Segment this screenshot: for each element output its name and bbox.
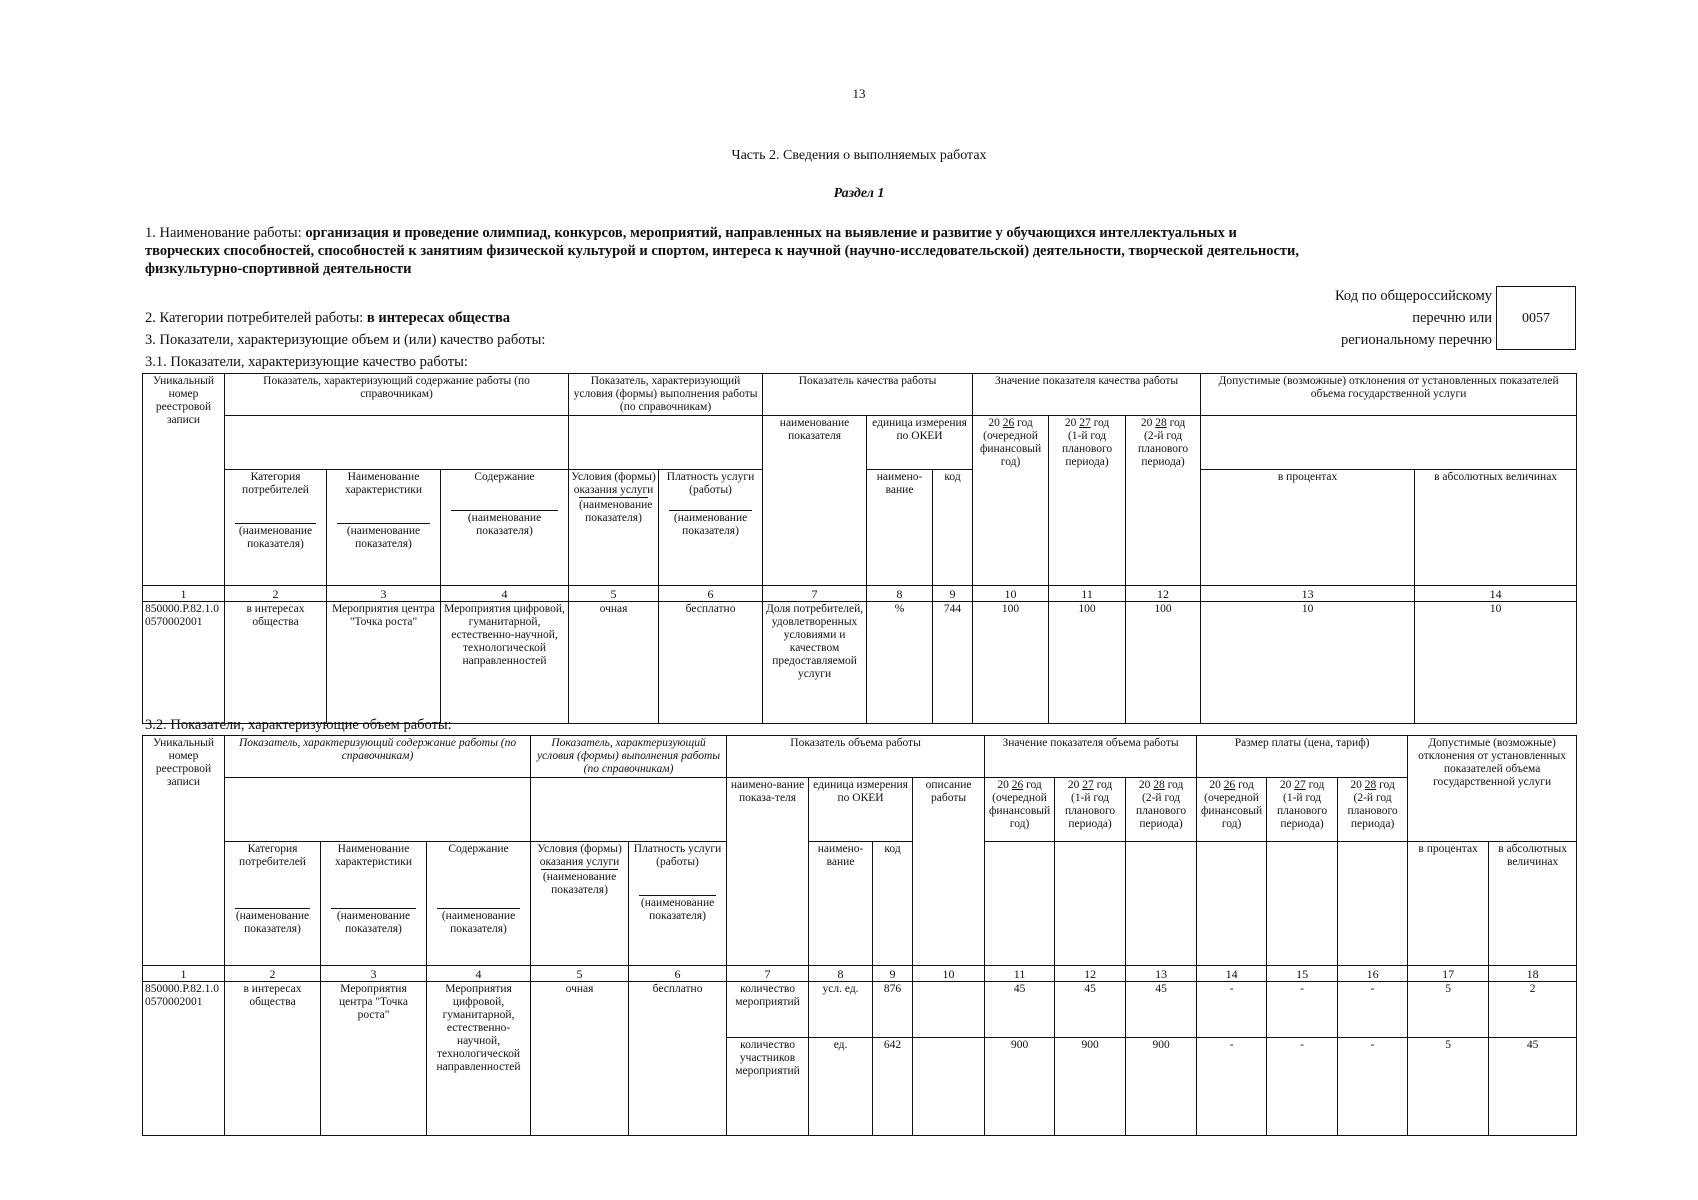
t2-cell-v1-1: 45 <box>985 982 1055 1038</box>
t2-num-12: 12 <box>1055 966 1126 982</box>
t2-cell-desc-1 <box>913 982 985 1038</box>
t1-num-12: 12 <box>1126 586 1201 602</box>
t2-h-value-y3: 20 28 год (2-й год планового периода) <box>1126 778 1197 842</box>
t2-num-7: 7 <box>727 966 809 982</box>
t2-cell-p1-2: - <box>1197 1038 1267 1136</box>
work-name <box>145 224 1305 278</box>
t1-h-pct: в процентах <box>1201 470 1415 586</box>
t1-num-4: 4 <box>441 586 569 602</box>
t2-cell-p2-2: - <box>1267 1038 1338 1136</box>
t2-h-conditions: Показатель, характеризующий условия (формы) выполнения работы (по справочникам) <box>531 736 727 778</box>
t2-cell-characteristic: Мероприятия центра "Точка роста" <box>321 982 427 1136</box>
code-label <box>1280 285 1492 351</box>
t2-h-value-y1: 20 26 год (очередной финансовый год) <box>985 778 1055 842</box>
t2-h-price-y1: 20 26 год (очередной финансовый год) <box>1197 778 1267 842</box>
t2-h-ind-name: наимено-вание показа-теля <box>727 778 809 966</box>
t2-cell-v1-2: 900 <box>985 1038 1055 1136</box>
t1-h-year2: 20 27 год (1-й год планового периода) <box>1049 416 1126 586</box>
t2-h-characteristic: Наименование характеристики (наименование показателя) <box>321 842 427 966</box>
t2-h-unit: единица измерения по ОКЕИ <box>809 778 913 842</box>
t2-cell-dev-abs-1: 2 <box>1489 982 1577 1038</box>
t2-cell-content: Мероприятия цифровой, гуманитарной, естественно-научной, технологической направленностей <box>427 982 531 1136</box>
t1-cell-content: Мероприятия цифровой, гуманитарной, естественно-научной, технологической направленностей <box>441 602 569 724</box>
t1-num-6: 6 <box>659 586 763 602</box>
t1-cell-v3: 100 <box>1126 602 1201 724</box>
t1-num-14: 14 <box>1415 586 1577 602</box>
t1-h-conditions: Показатель, характеризующий условия (формы) выполнения работы (по справочникам) <box>569 374 763 416</box>
t1-h-ind-name: наименование показателя <box>763 416 867 586</box>
t2-cell-v3-1: 45 <box>1126 982 1197 1038</box>
section-title: Раздел 1 <box>833 186 885 201</box>
t2-h-content-col: Содержание (наименование показателя) <box>427 842 531 966</box>
t2-h-abs: в абсолютных величинах <box>1489 842 1577 966</box>
t2-h-category: Категория потребителей (наименование показателя) <box>225 842 321 966</box>
t1-cell-v2: 100 <box>1049 602 1126 724</box>
t1-num-11: 11 <box>1049 586 1126 602</box>
t2-h-price-y2-spacer <box>1267 842 1338 966</box>
t2-cell-category: в интересах общества <box>225 982 321 1136</box>
volume-table <box>142 735 1577 1136</box>
t2-h-price-y3-spacer <box>1338 842 1408 966</box>
t1-h-value: Значение показателя качества работы <box>973 374 1201 416</box>
t2-cell-unit-name-2: ед. <box>809 1038 873 1136</box>
t1-h-content-spacer <box>225 416 569 470</box>
t1-num-3: 3 <box>327 586 441 602</box>
t2-cell-dev-pct-1: 5 <box>1408 982 1489 1038</box>
consumers-line <box>145 309 510 327</box>
t2-num-2: 2 <box>225 966 321 982</box>
t1-h-quality: Показатель качества работы <box>763 374 973 416</box>
t2-h-price-y2: 20 27 год (1-й год планового периода) <box>1267 778 1338 842</box>
t2-h-conditions-spacer <box>531 778 727 842</box>
t2-cell-dev-abs-2: 45 <box>1489 1038 1577 1136</box>
t2-num-8: 8 <box>809 966 873 982</box>
table-row <box>143 602 1577 724</box>
t1-num-5: 5 <box>569 586 659 602</box>
t1-h-year3: 20 28 год (2-й год планового периода) <box>1126 416 1201 586</box>
t2-cell-desc-2 <box>913 1038 985 1136</box>
t2-cell-unit-code-2: 642 <box>873 1038 913 1136</box>
t2-cell-p3-2: - <box>1338 1038 1408 1136</box>
t1-h-abs: в абсолютных величинах <box>1415 470 1577 586</box>
t1-cell-id: 850000.Р.82.1.00570002001 <box>143 602 225 724</box>
code-label-line1: Код по общероссийскому <box>1334 288 1492 304</box>
t2-cell-indicator-1: количество мероприятий <box>727 982 809 1038</box>
t2-cell-unit-code-1: 876 <box>873 982 913 1038</box>
t2-num-5: 5 <box>531 966 629 982</box>
t2-num-9: 9 <box>873 966 913 982</box>
t2-num-11: 11 <box>985 966 1055 982</box>
t2-cell-payment: бесплатно <box>629 982 727 1136</box>
indicators-title: 3. Показатели, характеризующие объем и (или) качество работы: <box>145 332 546 348</box>
t1-h-unique: Уникальный номер реестровой записи <box>143 374 225 586</box>
t1-h-unit-name: наимено-вание <box>867 470 933 586</box>
t2-cell-dev-pct-2: 5 <box>1408 1038 1489 1136</box>
t2-cell-v2-1: 45 <box>1055 982 1126 1038</box>
t2-h-unit-code: код <box>873 842 913 966</box>
t2-h-volume: Показатель объема работы <box>727 736 985 778</box>
t2-num-18: 18 <box>1489 966 1577 982</box>
t2-cell-v3-2: 900 <box>1126 1038 1197 1136</box>
t1-h-deviation: Допустимые (возможные) отклонения от установленных показателей объема государственной услуги <box>1201 374 1577 416</box>
t1-cell-dev-abs: 10 <box>1415 602 1577 724</box>
t1-cell-characteristic: Мероприятия центра "Точка роста" <box>327 602 441 724</box>
t2-h-value-y2-spacer <box>1055 842 1126 966</box>
t1-cell-unit-name: % <box>867 602 933 724</box>
t1-cell-indicator: Доля потребителей, удовлетворенных условиями и качеством предоставляемой услуги <box>763 602 867 724</box>
part-title: Часть 2. Сведения о выполняемых работах <box>731 148 987 163</box>
quality-table <box>142 373 1577 724</box>
t1-h-deviation-spacer <box>1201 416 1577 470</box>
t2-h-pct: в процентах <box>1408 842 1489 966</box>
consumers-label: 2. Категории потребителей работы: <box>145 310 367 326</box>
t1-h-content-col: Содержание (наименование показателя) <box>441 470 569 586</box>
table-row <box>143 982 1577 1038</box>
t1-h-payment: Платность услуги (работы) (наименование показателя) <box>659 470 763 586</box>
code-box: 0057 <box>1496 286 1576 350</box>
t1-num-2: 2 <box>225 586 327 602</box>
t2-h-value-y1-spacer <box>985 842 1055 966</box>
t2-h-price-y3: 20 28 год (2-й год планового периода) <box>1338 778 1408 842</box>
t1-h-conditions-spacer <box>569 416 763 470</box>
t1-cell-unit-code: 744 <box>933 602 973 724</box>
t2-h-payment: Платность услуги (работы) (наименование показателя) <box>629 842 727 966</box>
t2-num-1: 1 <box>143 966 225 982</box>
t1-num-8: 8 <box>867 586 933 602</box>
code-label-line3: региональному перечню <box>1340 332 1492 348</box>
t1-h-year1: 20 26 год (очередной финансовый год) <box>973 416 1049 586</box>
t2-h-deviation: Допустимые (возможные) отклонения от установленных показателей объема государственной услуги <box>1408 736 1577 842</box>
t2-num-15: 15 <box>1267 966 1338 982</box>
work-name-label: 1. Наименование работы: <box>145 225 306 241</box>
t2-cell-v2-2: 900 <box>1055 1038 1126 1136</box>
t2-h-value-y2: 20 27 год (1-й год планового периода) <box>1055 778 1126 842</box>
t2-h-value-y3-spacer <box>1126 842 1197 966</box>
t1-cell-v1: 100 <box>973 602 1049 724</box>
t2-cell-indicator-2: количество участников мероприятий <box>727 1038 809 1136</box>
work-name-value: организация и проведение олимпиад, конкурсов, мероприятий, направленных на выявление и развитие у обучающихся интеллектуальных и творческих способностей, способностей к занятиям физической культурой и спортом, интереса к научной (научно-исследовательской) деятельности, творческой деятельности, физкультурно-спортивной деятельности <box>145 225 1299 277</box>
t1-cell-payment: бесплатно <box>659 602 763 724</box>
t2-num-16: 16 <box>1338 966 1408 982</box>
consumers-value: в интересах общества <box>366 310 511 326</box>
t2-cell-unit-name-1: усл. ед. <box>809 982 873 1038</box>
t2-h-conditions-col: Условия (формы) оказания услуги (наименование показателя) <box>531 842 629 966</box>
t1-h-content: Показатель, характеризующий содержание работы (по справочникам) <box>225 374 569 416</box>
t1-cell-dev-pct: 10 <box>1201 602 1415 724</box>
t1-h-category: Категория потребителей (наименование показателя) <box>225 470 327 586</box>
t2-h-value: Значение показателя объема работы <box>985 736 1197 778</box>
t2-num-6: 6 <box>629 966 727 982</box>
t2-num-14: 14 <box>1197 966 1267 982</box>
t1-num-10: 10 <box>973 586 1049 602</box>
t2-num-13: 13 <box>1126 966 1197 982</box>
t2-h-content-spacer <box>225 778 531 842</box>
t2-num-3: 3 <box>321 966 427 982</box>
t1-num-9: 9 <box>933 586 973 602</box>
t2-h-price-y1-spacer <box>1197 842 1267 966</box>
t2-cell-id: 850000.Р.82.1.00570002001 <box>143 982 225 1136</box>
t1-num-1: 1 <box>143 586 225 602</box>
t1-cell-conditions: очная <box>569 602 659 724</box>
t2-num-17: 17 <box>1408 966 1489 982</box>
t1-num-7: 7 <box>763 586 867 602</box>
t2-h-price: Размер платы (цена, тариф) <box>1197 736 1408 778</box>
code-label-line2: перечню или <box>1412 310 1492 326</box>
volume-title: 3.2. Показатели, характеризующие объем работы: <box>145 717 452 733</box>
t2-h-desc: описание работы <box>913 778 985 966</box>
t2-h-unit-name: наимено-вание <box>809 842 873 966</box>
t2-cell-p1-1: - <box>1197 982 1267 1038</box>
t2-cell-p2-1: - <box>1267 982 1338 1038</box>
t2-num-10: 10 <box>913 966 985 982</box>
t2-num-4: 4 <box>427 966 531 982</box>
t1-h-characteristic: Наименование характеристики (наименование показателя) <box>327 470 441 586</box>
t1-h-unit-code: код <box>933 470 973 586</box>
page-number: 13 <box>852 86 866 101</box>
t1-cell-category: в интересах общества <box>225 602 327 724</box>
t1-h-unit: единица измерения по ОКЕИ <box>867 416 973 470</box>
t2-h-unique: Уникальный номер реестровой записи <box>143 736 225 966</box>
t2-cell-p3-1: - <box>1338 982 1408 1038</box>
t1-h-conditions-col: Условия (формы) оказания услуги (наименование показателя) <box>569 470 659 586</box>
t2-cell-conditions: очная <box>531 982 629 1136</box>
quality-title: 3.1. Показатели, характеризующие качество работы: <box>145 354 468 370</box>
t1-num-13: 13 <box>1201 586 1415 602</box>
t2-h-content: Показатель, характеризующий содержание работы (по справочникам) <box>225 736 531 778</box>
